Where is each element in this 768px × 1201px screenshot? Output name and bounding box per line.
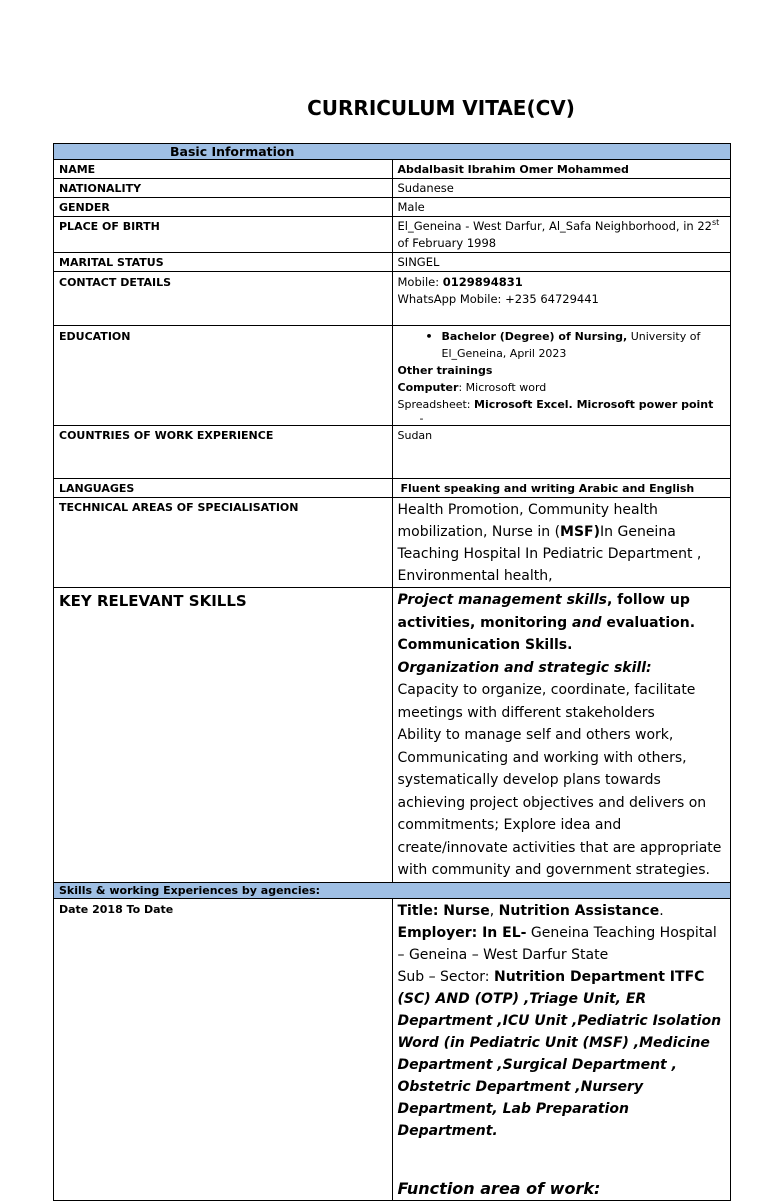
skill-followup: , follow up activities [397, 592, 690, 631]
spreadsheet-label: Spreadsheet: [397, 398, 474, 411]
skills-line-1 [398, 589, 726, 657]
contact-label: CONTACT DETAILS [54, 272, 393, 326]
row-education [54, 326, 731, 426]
degree-institution: University of El_Geneina, April 2023 [441, 330, 701, 360]
exp-sub-italic: (SC) AND (OTP) ,Triage Unit, ER Department ,ICU Unit ,Pediatric Isolation Word (in Pediatric Unit (MSF) ,Medicine Department ,Surgical Department , Obstetric Department ,Nursery Department, Lab Preparation Department. [397, 990, 722, 1139]
degree-title: Bachelor (Degree) of Nursing, [441, 330, 628, 343]
spreadsheet-text: Microsoft Excel. Microsoft power point [474, 398, 714, 411]
exp-sub-label: Sub – Sector: [397, 968, 494, 985]
row-marital [54, 253, 731, 272]
technical-msf: MSF) [560, 524, 601, 540]
skills-line-4: Ability to manage self and others work, Communicating and working with others, systematically develop plans towards achieving project objectives and delivers on commitments; Explore idea and create/innovate activities that are appropriate with community and government strategies. [397, 727, 722, 878]
education-label: EDUCATION [54, 326, 393, 426]
skill-pm: Project management skills [397, 592, 607, 608]
name-label: NAME [54, 160, 393, 179]
cv-table [53, 143, 731, 1201]
exp-title-rest: Nutrition Assistance [498, 902, 660, 919]
gender-value: Male [392, 198, 731, 217]
row-countries [54, 426, 731, 479]
basic-info-header-text: Basic Information [54, 144, 731, 160]
birth-text: El_Geneina - West Darfur, Al_Safa Neighborhood, in 22 [397, 219, 712, 233]
basic-info-header [54, 144, 731, 160]
marital-label: MARITAL STATUS [54, 253, 393, 272]
other-trainings: Other trainings [397, 364, 493, 377]
birth-value [392, 217, 731, 253]
skill-monitor: , monitoring [469, 614, 573, 631]
skills-value [392, 588, 731, 883]
name-value: Abdalbasit Ibrahim Omer Mohammed [392, 160, 731, 179]
row-experience [54, 898, 731, 1200]
exp-sub-line [398, 966, 726, 1142]
birth-text-end: of February 1998 [397, 236, 497, 250]
skill-and: and [572, 614, 602, 631]
birth-label: PLACE OF BIRTH [54, 217, 393, 253]
marital-value: SINGEL [392, 253, 731, 272]
computer-label: Computer [397, 381, 459, 394]
computer-line [398, 379, 726, 396]
exp-title-dot: . [659, 902, 664, 919]
exp-employer-label: Employer: In EL- [397, 924, 527, 941]
exp-sub-bold: Nutrition Department ITFC [493, 968, 705, 985]
nationality-label: NATIONALITY [54, 179, 393, 198]
exp-title-line [398, 900, 726, 922]
dash-line: - [419, 412, 424, 425]
skills-line-2: Organization and strategic skill: [397, 659, 652, 676]
exp-function: Function area of work: [397, 1178, 601, 1198]
exp-title-label: Title: Nurse [397, 902, 490, 919]
birth-sup: st [711, 218, 720, 228]
experience-date: Date 2018 To Date [54, 898, 393, 1200]
technical-text-end: In Geneina Teaching Hospital In Pediatric Department , Environmental health, [397, 524, 702, 584]
row-contact [54, 272, 731, 326]
nationality-value: Sudanese [392, 179, 731, 198]
experience-header [54, 882, 731, 898]
row-birth [54, 217, 731, 253]
skills-line-3: Capacity to organize, coordinate, facilitate meetings with different stakeholders [397, 682, 696, 721]
mobile-number: 0129894831 [442, 275, 523, 289]
experience-header-text: Skills & working Experiences by agencies: [54, 882, 731, 898]
row-languages [54, 479, 731, 498]
row-technical [54, 498, 731, 588]
countries-label: COUNTRIES OF WORK EXPERIENCE [54, 426, 393, 479]
computer-text: : Microsoft word [458, 381, 547, 394]
row-skills [54, 588, 731, 883]
languages-label: LANGUAGES [54, 479, 393, 498]
row-gender [54, 198, 731, 217]
languages-value: Fluent speaking and writing Arabic and English [392, 479, 731, 498]
spreadsheet-line [398, 396, 726, 413]
technical-text: Health Promotion, Community health mobilization, Nurse in ( [397, 502, 658, 540]
education-value [392, 326, 731, 426]
exp-title-sep: , [489, 902, 499, 919]
technical-value [392, 498, 731, 588]
technical-label: TECHNICAL AREAS OF SPECIALISATION [54, 498, 393, 588]
skills-label: KEY RELEVANT SKILLS [54, 588, 393, 883]
exp-employer-rest: Geneina Teaching Hospital – Geneina – West Darfur State [397, 924, 717, 963]
row-nationality [54, 179, 731, 198]
contact-value [392, 272, 731, 326]
mobile-label: Mobile: [397, 275, 443, 289]
gender-label: GENDER [54, 198, 393, 217]
skill-eval: evaluation. Communication Skills. [397, 614, 696, 653]
exp-employer-line [398, 922, 726, 966]
countries-value: Sudan [392, 426, 731, 479]
degree-item [398, 328, 726, 362]
whatsapp-number: WhatsApp Mobile: +235 64729441 [397, 292, 599, 306]
row-name [54, 160, 731, 179]
experience-value [392, 898, 731, 1200]
page-title: CURRICULUM VITAE(CV) [307, 96, 575, 120]
